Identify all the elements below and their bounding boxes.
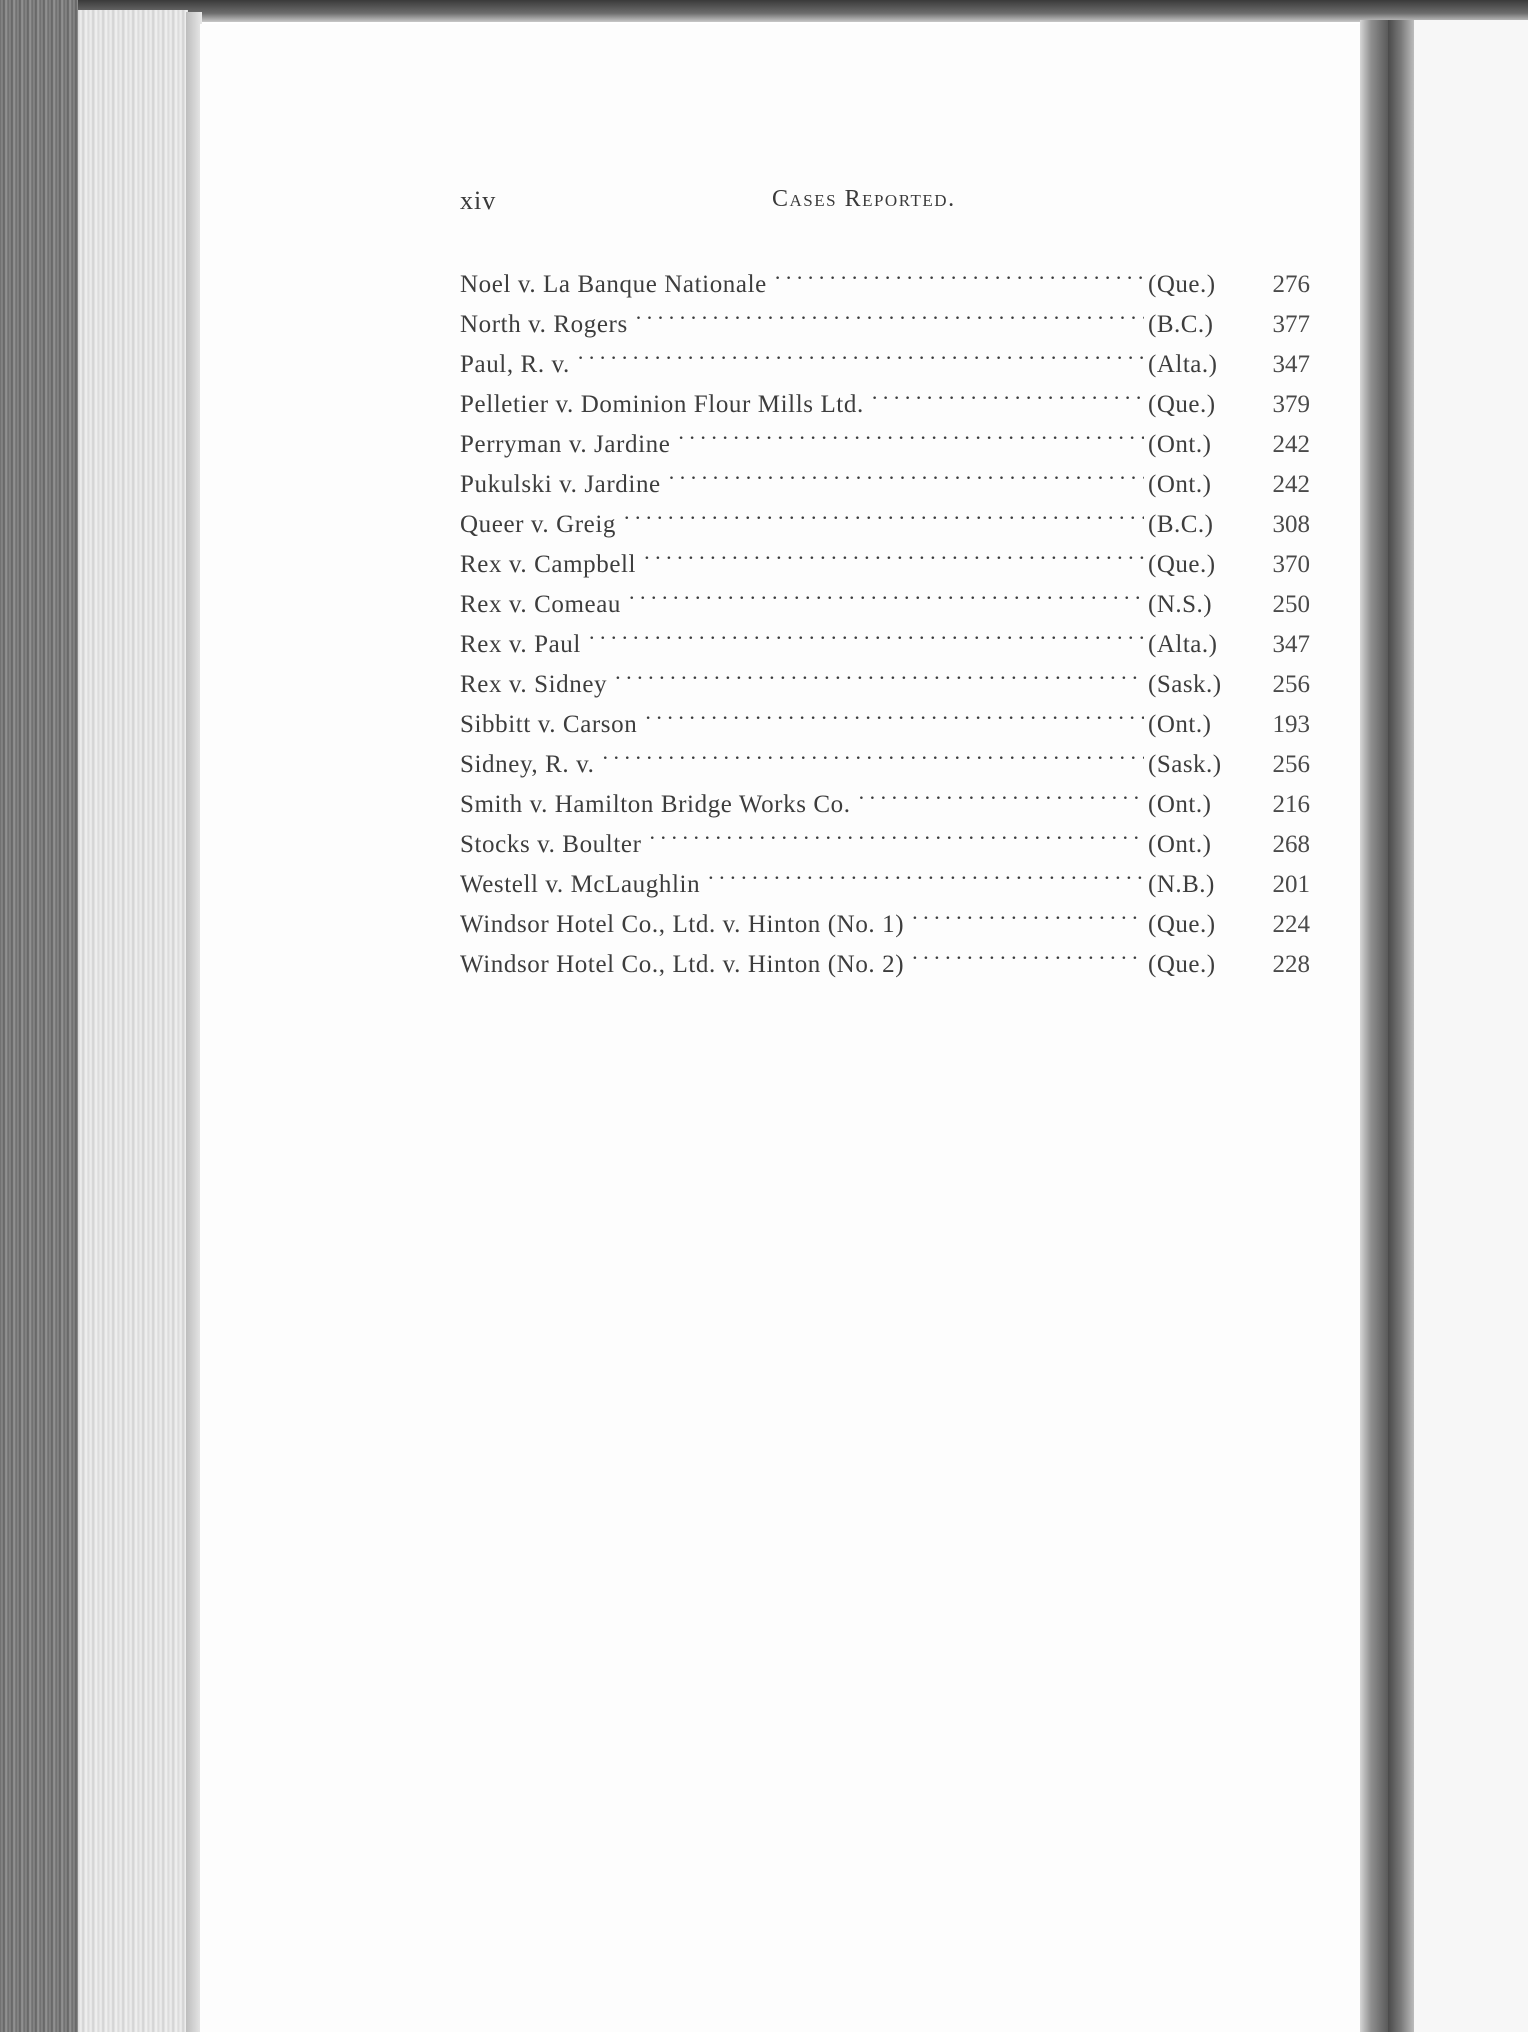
dot-leader	[589, 612, 1144, 652]
case-name: North v. Rogers	[460, 311, 628, 338]
case-entry	[460, 612, 1310, 658]
dot-leader	[624, 492, 1144, 532]
case-entry	[460, 412, 1310, 458]
dot-leader	[912, 892, 1144, 932]
case-entry	[460, 292, 1310, 338]
case-entry	[460, 852, 1310, 898]
case-name: Pukulski v. Jardine	[460, 471, 661, 498]
case-page-number: 379	[1272, 391, 1310, 418]
dot-leader	[678, 412, 1144, 452]
case-entry	[460, 932, 1310, 978]
case-page-number: 347	[1272, 351, 1310, 378]
case-page-number: 377	[1272, 311, 1310, 338]
case-name: Perryman v. Jardine	[460, 431, 671, 458]
case-entry	[460, 652, 1310, 698]
case-page-number: 347	[1272, 631, 1310, 658]
case-entry	[460, 772, 1310, 818]
case-page-number: 250	[1272, 591, 1310, 618]
case-province: (B.C.)	[1148, 311, 1214, 338]
dot-leader	[708, 852, 1144, 892]
case-name: Sidney, R. v.	[460, 751, 595, 778]
case-province: (Alta.)	[1148, 351, 1218, 378]
book-edge-left	[0, 0, 78, 2032]
case-province: (Sask.)	[1148, 671, 1222, 698]
case-page-number: 242	[1272, 431, 1310, 458]
case-province: (Ont.)	[1148, 431, 1212, 458]
case-page-number: 256	[1272, 671, 1310, 698]
case-name: Paul, R. v.	[460, 351, 570, 378]
case-name: Rex v. Campbell	[460, 551, 637, 578]
case-name: Smith v. Hamilton Bridge Works Co.	[460, 791, 851, 818]
scan-top-shadow	[0, 0, 1528, 22]
case-page-number: 370	[1272, 551, 1310, 578]
dot-leader	[775, 252, 1144, 292]
case-province: (Ont.)	[1148, 711, 1212, 738]
case-name: Rex v. Comeau	[460, 591, 622, 618]
spine-shadow	[1388, 20, 1414, 2032]
page-number: xiv	[460, 186, 497, 215]
case-province: (N.S.)	[1148, 591, 1213, 618]
case-name: Pelletier v. Dominion Flour Mills Ltd.	[460, 391, 864, 418]
case-entry	[460, 532, 1310, 578]
case-province: (Que.)	[1148, 271, 1216, 298]
book-page-edges	[78, 10, 188, 2032]
case-page-number: 256	[1272, 751, 1310, 778]
case-entry	[460, 692, 1310, 738]
dot-leader	[602, 732, 1144, 772]
dot-leader	[912, 932, 1144, 972]
page-right-edge	[1360, 20, 1388, 2032]
case-name: Sibbitt v. Carson	[460, 711, 638, 738]
case-entry	[460, 332, 1310, 378]
case-province: (Que.)	[1148, 551, 1216, 578]
dot-leader	[650, 812, 1145, 852]
dot-leader	[872, 372, 1144, 412]
case-entry	[460, 452, 1310, 498]
dot-leader	[669, 452, 1144, 492]
case-province: (Ont.)	[1148, 791, 1212, 818]
dot-leader	[578, 332, 1144, 372]
case-name: Noel v. La Banque Nationale	[460, 271, 767, 298]
dot-leader	[636, 292, 1144, 332]
case-entry	[460, 572, 1310, 618]
case-name: Rex v. Sidney	[460, 671, 608, 698]
case-province: (N.B.)	[1148, 871, 1215, 898]
case-entry	[460, 812, 1310, 858]
case-province: (Sask.)	[1148, 751, 1222, 778]
case-page-number: 268	[1272, 831, 1310, 858]
case-name: Rex v. Paul	[460, 631, 581, 658]
cases-reported-list	[460, 252, 1310, 978]
case-entry	[460, 732, 1310, 778]
case-page-number: 193	[1272, 711, 1310, 738]
case-page-number: 216	[1272, 791, 1310, 818]
case-page-number: 201	[1272, 871, 1310, 898]
case-page-number: 224	[1272, 911, 1310, 938]
case-entry	[460, 372, 1310, 418]
dot-leader	[615, 652, 1144, 692]
case-province: (Que.)	[1148, 391, 1216, 418]
page-title: Cases Reported.	[772, 186, 956, 212]
case-name: Westell v. McLaughlin	[460, 871, 701, 898]
case-province: (Que.)	[1148, 951, 1216, 978]
dot-leader	[645, 692, 1144, 732]
case-page-number: 228	[1272, 951, 1310, 978]
case-entry	[460, 252, 1310, 298]
case-page-number: 242	[1272, 471, 1310, 498]
case-entry	[460, 892, 1310, 938]
facing-page	[1414, 20, 1528, 2032]
case-province: (Ont.)	[1148, 831, 1212, 858]
case-page-number: 308	[1272, 511, 1310, 538]
running-head	[460, 186, 1300, 222]
dot-leader	[859, 772, 1144, 812]
case-name: Queer v. Greig	[460, 511, 617, 538]
case-page-number: 276	[1272, 271, 1310, 298]
dot-leader	[629, 572, 1144, 612]
case-name: Windsor Hotel Co., Ltd. v. Hinton (No. 2)	[460, 951, 905, 978]
case-name: Stocks v. Boulter	[460, 831, 642, 858]
case-name: Windsor Hotel Co., Ltd. v. Hinton (No. 1)	[460, 911, 905, 938]
case-province: (Ont.)	[1148, 471, 1212, 498]
case-entry	[460, 492, 1310, 538]
case-province: (B.C.)	[1148, 511, 1214, 538]
case-province: (Alta.)	[1148, 631, 1218, 658]
dot-leader	[644, 532, 1144, 572]
case-province: (Que.)	[1148, 911, 1216, 938]
